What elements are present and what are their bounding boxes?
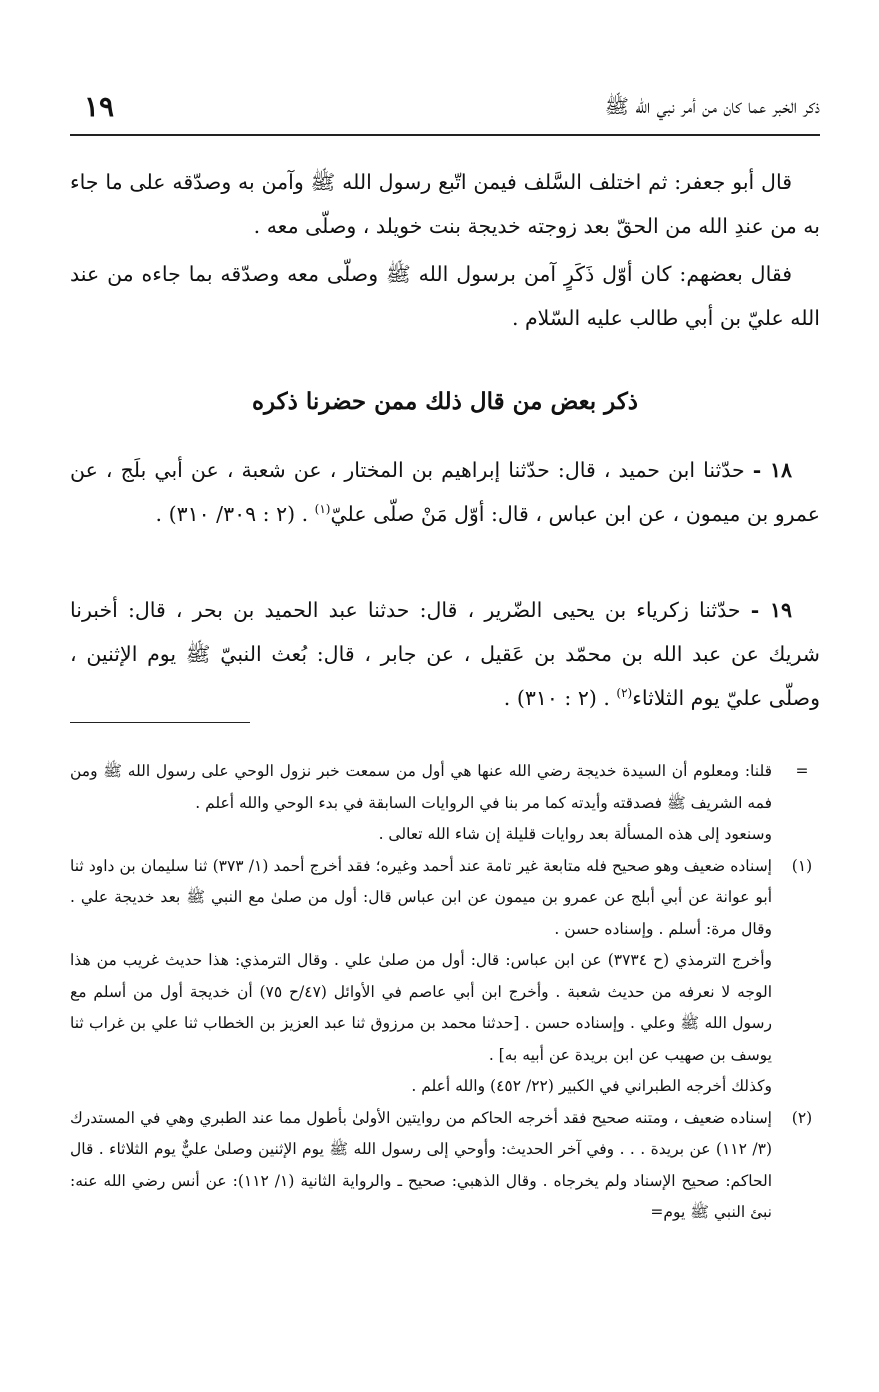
page-number: ١٩ xyxy=(84,90,115,123)
hadith-number: ١٩ - xyxy=(750,598,792,622)
footnote-text: إسناده ضعيف وهو صحيح فله متابعة غير تامة عند أحمد وغيره؛ فقد أخرج أحمد (١/ ٣٧٣) ثنا سليمان بن داود ثنا أبو عوانة عن أبي أبلج عن عمرو بن ميمون عن ابن عباس قال: أول من صلىٰ مع النبي ﷺ بعد خديجة علي . وقال مرة: أسلم . وإسناده حسن . xyxy=(70,856,772,938)
footnote-2 xyxy=(70,1103,820,1229)
footnote-text: وأخرج الترمذي (ح ٣٧٣٤) عن ابن عباس: قال: أول من صلىٰ علي . وقال الترمذي: هذا حديث غريب من هذا الوجه لا نعرفه من حديث شعبة . وأخرج ابن أبي عاصم في الأوائل (٤٧/ح ٧٥) أن خديجة أول من أسلم مع رسول الله ﷺ وعلي . وإسناده حسن . [حدثنا محمد بن مرزوق ثنا عبد العزيز بن الخطاب ثنا علي بن غراب ثنا يوسف بن صهيب عن ابن بريدة عن أبيه به] . xyxy=(70,951,772,1064)
footnote-continued xyxy=(70,756,820,851)
hadith-entry xyxy=(70,448,820,536)
footnotes xyxy=(70,756,820,1229)
footnote-marker: (٢) xyxy=(791,1108,813,1127)
hadith-citation: . (٢ : ٣١٠) . xyxy=(503,686,617,710)
footnote-divider xyxy=(70,722,250,723)
hadith-number: ١٨ - xyxy=(752,458,792,482)
hadith-text xyxy=(70,448,820,536)
footnote-text: وكذلك أخرجه الطبراني في الكبير (٢٢/ ٤٥٢) والله أعلم . xyxy=(411,1077,772,1095)
hadith-body: حدّثنا ابن حميد ، قال: حدّثنا إبراهيم بن المختار ، عن شعبة ، عن أبي بلَج ، عن عمرو بن ميمون ، عن ابن عباس ، قال: أوّل مَنْ صلّى عليّ xyxy=(70,458,820,526)
footnote-marker: (١) xyxy=(791,856,813,875)
main-text xyxy=(70,160,820,340)
header-divider xyxy=(70,134,820,136)
paragraph: فقال بعضهم: كان أوّل ذَكَرٍ آمن برسول الله ﷺ وصلّى معه وصدّقه بما جاءه من عند الله عليّ بن أبي طالب عليه السّلام . xyxy=(70,262,820,330)
footnote-ref[interactable]: (٢) xyxy=(616,686,633,701)
hadith-body: حدّثنا زكرياء بن يحيى الضّرير ، قال: حدثنا عبد الحميد بن بحر ، قال: أخبرنا شريك عن عبد الله بن محمّد بن عَقيل ، عن جابر ، قال: بُعث النبيّ ﷺ يوم الإثنين ، وصلّى عليّ يوم الثلاثاء xyxy=(70,598,820,710)
footnote-1 xyxy=(70,851,820,1103)
footnote-marker: = xyxy=(795,762,809,780)
footnote-text: إسناده ضعيف ، ومتنه صحيح فقد أخرجه الحاكم من روايتين الأولىٰ بأطول مما عند الطبري وهي في المستدرك (٣/ ١١٢) عن بريدة . . . وفي آخر الحديث: وأوحي إلى رسول الله ﷺ يوم الإثنين وصلىٰ عليٌّ يوم الثلاثاء . قال الحاكم: صحيح الإسناد ولم يخرجاه . وقال الذهبي: صحيح ـ والرواية الثانية (١/ ١١٢): عن أنس رضي الله عنه: نبئ النبي ﷺ يوم= xyxy=(70,1108,773,1221)
paragraph: قال أبو جعفر: ثم اختلف السَّلف فيمن اتّبع رسول الله ﷺ وآمن به وصدّقه على ما جاء به من عندِ الله من الحقّ بعد زوجته خديجة بنت خويلد ، وصلّى معه . xyxy=(70,170,820,238)
hadith-entry xyxy=(70,588,820,720)
running-title: ذكر الخبر عما كان من أمر نبي الله ﷺ xyxy=(604,94,820,118)
footnote-text: وسنعود إلى هذه المسألة بعد روايات قليلة إن شاء الله تعالى . xyxy=(378,825,772,843)
book-page xyxy=(70,0,820,1392)
hadith-text xyxy=(70,588,820,720)
footnote-text: قلنا: ومعلوم أن السيدة خديجة رضي الله عنها هي أول من سمعت خبر نزول الوحي على رسول الله ﷺ ومن فمه الشريف ﷺ فصدقته وأيدته كما مر بنا في الروايات السابقة في بدء الوحي والله أعلم . xyxy=(70,762,772,812)
hadith-citation: . (٢ : ٣٠٩/ ٣١٠) . xyxy=(155,502,315,526)
footnote-ref[interactable]: (١) xyxy=(314,502,331,517)
page-header xyxy=(70,88,820,132)
section-heading: ذكر بعض من قال ذلك ممن حضرنا ذكره xyxy=(251,388,639,415)
